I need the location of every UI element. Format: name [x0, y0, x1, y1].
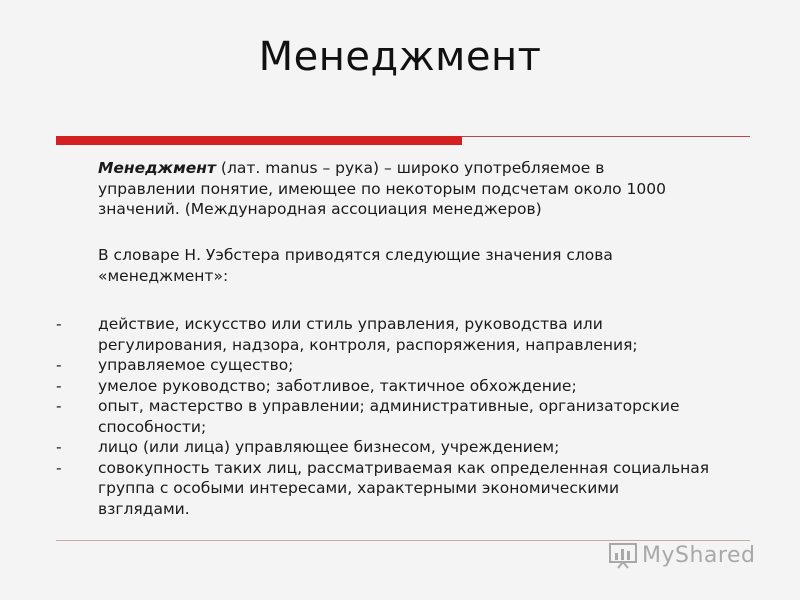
list-item-line: умелое руководство; заботливое, тактичное обхождение;: [98, 376, 577, 395]
watermark-text: MyShared: [642, 542, 756, 568]
list-item: [0, 376, 800, 397]
title-accent-bar: [56, 136, 462, 145]
slide-title: Менеджмент: [258, 34, 542, 80]
intro-line-1: [98, 158, 698, 179]
webster-line-1: В словаре Н. Уэбстера приводятся следующие значения слова: [98, 246, 613, 264]
list-dash: -: [56, 397, 62, 415]
list-dash: -: [56, 376, 62, 395]
list-item-line: регулирования, надзора, контроля, распоряжения, направления;: [98, 335, 638, 354]
chart-icon: [608, 540, 638, 570]
list-item-line: лицо (или лица) управляющее бизнесом, учреждением;: [98, 438, 560, 456]
list-item-line: управляемое существо;: [98, 356, 294, 374]
list-item-line: совокупность таких лиц, рассматриваемая как определенная социальная: [98, 458, 710, 477]
list-item-line: способности;: [98, 417, 207, 436]
list-item-line: группа с особыми интересами, характерными экономическими: [98, 479, 620, 497]
watermark-logo: [608, 538, 768, 572]
list-dash: -: [56, 458, 62, 477]
list-item: [0, 396, 800, 437]
list-item-line: действие, искусство или стиль управления, руководства или: [98, 315, 603, 333]
webster-line-2: «менеджмент»:: [98, 266, 229, 285]
intro-line-1-rest: (лат. manus – рука) – широко употребляемое в: [215, 159, 605, 177]
intro-line-2: управлении понятие, имеющее по некоторым подсчетам около 1000: [98, 179, 667, 198]
list-item: [0, 437, 800, 458]
intro-paragraph: [98, 158, 698, 220]
list-item-line: опыт, мастерство в управлении; административные, организаторские: [98, 397, 680, 415]
list-dash: -: [56, 438, 62, 456]
intro-line-3: значений. (Международная ассоциация менеджеров): [98, 200, 542, 218]
meanings-list: [0, 314, 800, 519]
list-item: [0, 314, 800, 355]
list-dash: -: [56, 315, 62, 333]
list-dash: -: [56, 356, 62, 374]
list-item-line: взглядами.: [98, 499, 190, 518]
list-item: [0, 458, 800, 520]
webster-paragraph: [98, 245, 698, 286]
list-item: [0, 355, 800, 376]
intro-term: Менеджмент: [98, 159, 216, 177]
